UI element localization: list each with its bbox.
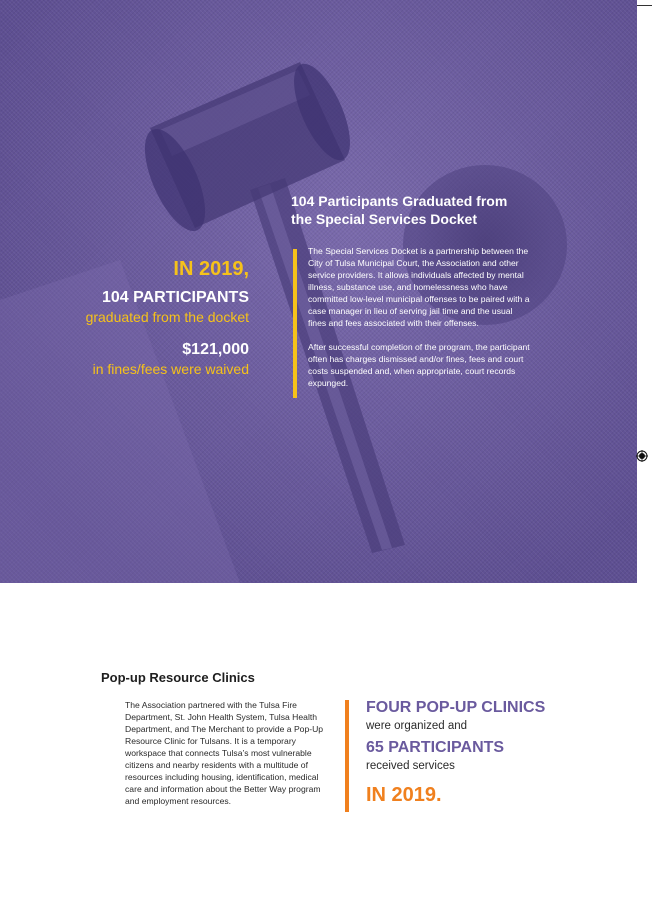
clinics-count: FOUR POP-UP CLINICS — [366, 699, 546, 716]
clinics-participants-sub: received services — [366, 760, 455, 772]
clinics-participants: 65 PARTICIPANTS — [366, 739, 505, 756]
clinics-description — [125, 699, 325, 807]
docket-accent-bar — [293, 249, 297, 398]
clinics-paragraph: The Association partnered with the Tulsa Fire Department, St. John Health System, Tulsa Health Department, and The Merchant to provide a Pop-Up Resource Clinic for Tulsans. It is a temporary workspace that connects Tulsa’s most vulnerable citizens and nearby residents with a multitude of resources including housing, identification, medical care and information about the Better Way program and employment resources. — [125, 700, 324, 806]
crop-rule — [637, 5, 652, 6]
clinics-title: Pop-up Resource Clinics — [101, 670, 255, 685]
docket-paragraph: The Special Services Docket is a partnership between the City of Tulsa Municipal Court, the Association and other service providers. It allows individuals affected by mental illness, substance use, and homelessness who have committed low-level municipal offenses to be paired with a case manager in lieu of serving jail time and the usual fines and fees associated with their offenses. — [308, 246, 530, 328]
clinics-accent-bar — [345, 700, 349, 812]
docket-stats — [9, 256, 249, 378]
docket-paragraph: After successful completion of the program, the participant often has charges dismissed and/or fines, fees and court costs suspended and, when appropriate, court records expunged. — [308, 342, 530, 388]
clinics-count-sub: were organized and — [366, 720, 468, 732]
clinics-stats — [366, 698, 606, 808]
docket-description — [308, 245, 530, 401]
docket-participants: 104 PARTICIPANTS — [102, 289, 249, 306]
clinics-year: IN 2019. — [366, 784, 442, 806]
docket-headline: 104 Participants Graduated from the Special Services Docket — [291, 193, 508, 227]
docket-fines-sub: in fines/fees were waived — [92, 361, 249, 377]
docket-participants-sub: graduated from the docket — [85, 309, 249, 325]
registration-mark-icon — [636, 450, 648, 462]
docket-fines: $121,000 — [182, 341, 249, 358]
docket-year: IN 2019, — [173, 258, 249, 280]
